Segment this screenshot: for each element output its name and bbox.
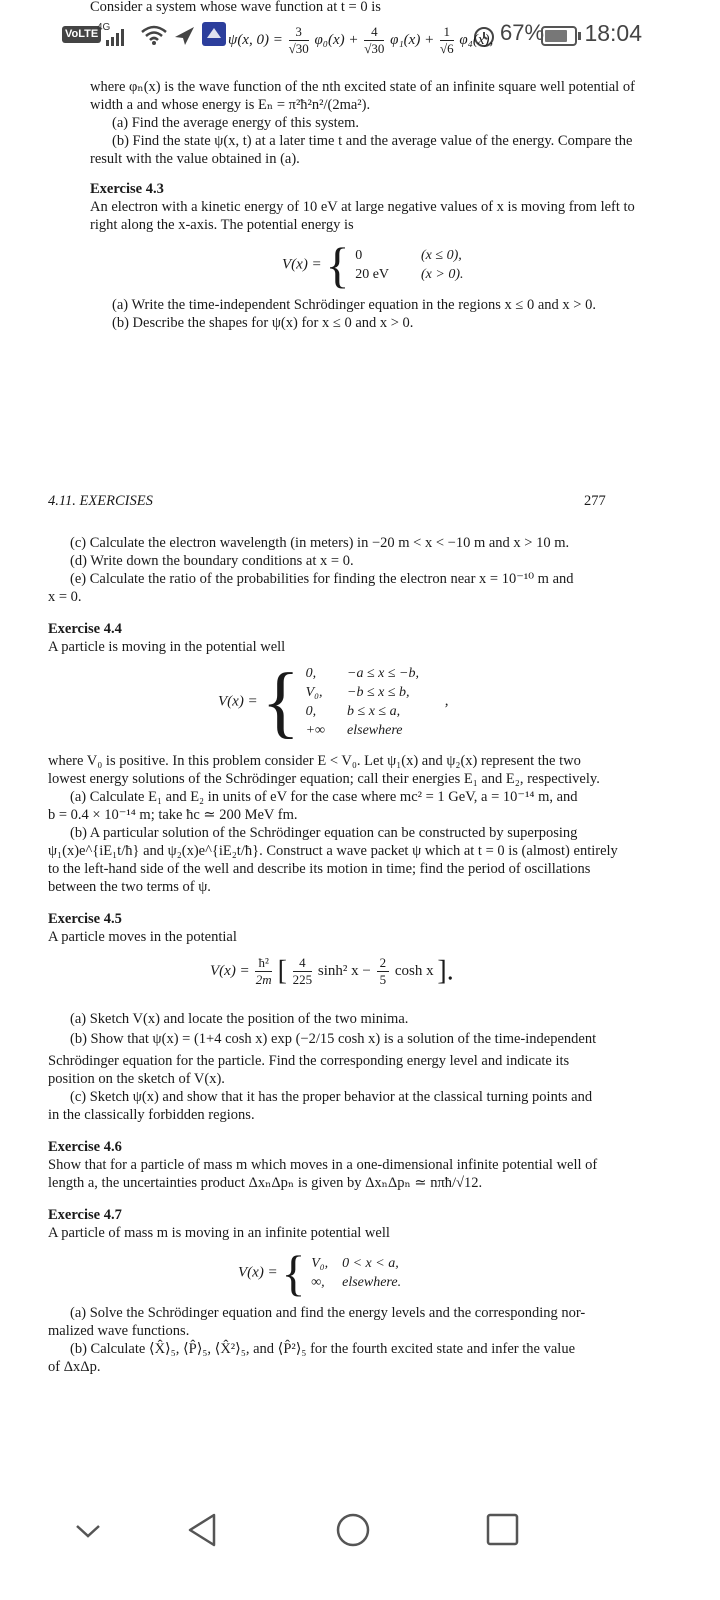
where-line-1: where φₙ(x) is the wave function of the nth excited state of an infinite square well potential of: [90, 79, 635, 95]
ex44-case-value: +∞: [305, 723, 326, 738]
where-line-2: width a and whose energy is Eₙ = π²ħ²n²/(2ma²).: [90, 97, 371, 113]
exercise-4-7-title: Exercise 4.7: [48, 1207, 122, 1223]
ex43-part-c: (c) Calculate the electron wavelength (in meters) in −20 m < x < −10 m and x > 10 m.: [70, 535, 570, 551]
ex46-line-1: Show that for a particle of mass m which moves in a one-dimensional infinite potential well of: [48, 1157, 598, 1173]
ex44-case-row: [306, 722, 425, 739]
ex44-part-b-line-1: (b) A particular solution of the Schrödinger equation can be constructed by superposing: [70, 825, 578, 841]
ex44-part-b-line-2: ψ₁(x)e^{iE₁t/ħ} and ψ₂(x)e^{iE₂t/ħ}. Construct a wave packet ψ which at t = 0 is (almost) entirely: [48, 843, 618, 859]
ex47-part-b-line-2: of ΔxΔp.: [48, 1359, 101, 1375]
part-a: (a) Find the average energy of this system.: [112, 115, 359, 131]
ex44-line-2: where V₀ is positive. In this problem consider E < V₀. Let ψ₁(x) and ψ₂(x) represent the two: [48, 753, 581, 769]
ex44-part-b-line-4: between the two terms of ψ.: [48, 879, 211, 895]
volte-badge: VoLTE: [62, 26, 101, 43]
ex43-potential-equation: V(x) = { 0 (x ≤ 0), 20 eV (x > 0).: [282, 237, 464, 293]
ex45-part-b-line-2: Schrödinger equation for the particle. Find the corresponding energy level and indicate its: [48, 1053, 570, 1069]
navigation-bar: [0, 1500, 720, 1560]
ex45-part-b-line-1: (b) Show that ψ(x) = (1+4 cosh x) exp (−2/15 cosh x) is a solution of the time-independent: [70, 1031, 597, 1047]
ex44-case-row: [306, 665, 425, 682]
ex43-line-2: right along the x-axis. The potential energy is: [90, 217, 354, 233]
ex46-line-2: length a, the uncertainties product ΔxₙΔpₙ is given by ΔxₙΔpₙ ≃ nπħ/√12.: [48, 1175, 483, 1191]
ex44-part-b-line-3: to the left-hand side of the well and describe its motion in time; find the period of oscillations: [48, 861, 591, 877]
wavefunction-equation: ψ(x, 0) = $\frac{3}{√30}$ φ₀(x) + $\frac{4}{√30}$ φ₁(x) + $\frac{1}{√6}$ φ₄(x),: [228, 24, 494, 56]
part-b-line-1: (b) Find the state ψ(x, t) at a later time t and the average value of the energy. Compare the: [112, 133, 633, 149]
ex45-potential-equation: V(x) = $\frac{\text{ħ²}}{2m}$ [ $\frac{4}{225}$ sinh² x − $\frac{2}{5}$ cosh x ].: [210, 955, 454, 987]
clock: 18:04: [584, 20, 642, 46]
ex47-part-a-line-2: malized wave functions.: [48, 1323, 190, 1339]
ex44-line-3: lowest energy solutions of the Schrödinger equation; call their energies E₁ and E₂, respectively.: [48, 771, 600, 787]
ex43-part-a: (a) Write the time-independent Schrödinger equation in the regions x ≤ 0 and x > 0.: [112, 297, 596, 313]
ex45-part-a: (a) Sketch V(x) and locate the position of the two minima.: [70, 1011, 409, 1027]
intro-line: Consider a system whose wave function at t = 0 is: [90, 0, 381, 15]
page-header-section: 4.11. EXERCISES: [48, 493, 153, 509]
ex44-case-row: [306, 684, 425, 701]
ex44-case-row: [306, 703, 425, 720]
recents-button[interactable]: [486, 1513, 520, 1547]
battery-percent: 67%: [500, 20, 545, 45]
app-notification-icon: [202, 22, 226, 46]
ex47-part-b-line-1: (b) Calculate ⟨X̂⟩₅, ⟨P̂⟩₅, ⟨X̂²⟩₅, and ⟨P̂²⟩₅ for the fourth excited state and infer the value: [70, 1341, 576, 1357]
ex44-part-a-line-2: b = 0.4 × 10⁻¹⁴ m; take ħc ≃ 200 MeV fm.: [48, 807, 298, 823]
home-button[interactable]: [335, 1512, 371, 1548]
ex45-part-c-line-2: in the classically forbidden regions.: [48, 1107, 255, 1123]
exercise-4-3-title: Exercise 4.3: [90, 181, 164, 197]
ex44-part-a-line-1: (a) Calculate E₁ and E₂ in units of eV for the case where mc² = 1 GeV, a = 10⁻¹⁴ m, and: [70, 789, 578, 805]
ex43-part-b: (b) Describe the shapes for ψ(x) for x ≤ 0 and x > 0.: [112, 315, 414, 331]
ex44-case-condition: −a ≤ x ≤ −b,: [347, 666, 420, 681]
part-b-line-2: result with the value obtained in (a).: [90, 151, 300, 167]
ex47-part-a-line-1: (a) Solve the Schrödinger equation and find the energy levels and the corresponding nor-: [70, 1305, 586, 1321]
ex44-case-value: 0,: [305, 704, 317, 719]
page-number: 277: [584, 493, 606, 509]
ex44-case-value: 0,: [305, 666, 317, 681]
ex47-potential-equation: V(x) = { V₀, 0 < x < a, ∞, elsewhere.: [238, 1245, 402, 1301]
send-arrow-icon: [174, 26, 196, 46]
battery-icon: [541, 26, 583, 46]
ex45-part-c-line-1: (c) Sketch ψ(x) and show that it has the proper behavior at the classical turning points and: [70, 1089, 593, 1105]
ex45-line-1: A particle moves in the potential: [48, 929, 237, 945]
ex43-part-d: (d) Write down the boundary conditions at x = 0.: [70, 553, 354, 569]
ex44-line-1: A particle is moving in the potential well: [48, 639, 286, 655]
ex43-line-1: An electron with a kinetic energy of 10 eV at large negative values of x is moving from left to: [90, 199, 635, 215]
network-type: 4G: [97, 22, 111, 33]
wifi-icon: [140, 24, 168, 46]
back-button[interactable]: [186, 1512, 218, 1548]
ex44-case-condition: b ≤ x ≤ a,: [347, 704, 401, 719]
ex43-part-e-line-1: (e) Calculate the ratio of the probabilities for finding the electron near x = 10⁻¹⁰ m and: [70, 571, 574, 587]
ex44-case-condition: −b ≤ x ≤ b,: [347, 685, 410, 700]
ex44-case-condition: elsewhere: [347, 723, 403, 738]
ex44-potential-equation: V(x) = { 0, −a ≤ x ≤ −b, V₀, −b ≤ x ≤ b, 0, b ≤ x ≤ a, +∞ elsewhere ,: [218, 658, 449, 746]
exercise-4-4-title: Exercise 4.4: [48, 621, 122, 637]
ex43-part-e-line-2: x = 0.: [48, 589, 82, 605]
ex47-line-1: A particle of mass m is moving in an infinite potential well: [48, 1225, 390, 1241]
exercise-4-5-title: Exercise 4.5: [48, 911, 122, 927]
signal-icon: [106, 28, 130, 46]
ex45-part-b-line-3: position on the sketch of V(x).: [48, 1071, 225, 1087]
collapse-chevron-icon[interactable]: [74, 1522, 102, 1540]
exercise-4-6-title: Exercise 4.6: [48, 1139, 122, 1155]
ex44-case-value: V₀,: [305, 685, 323, 700]
